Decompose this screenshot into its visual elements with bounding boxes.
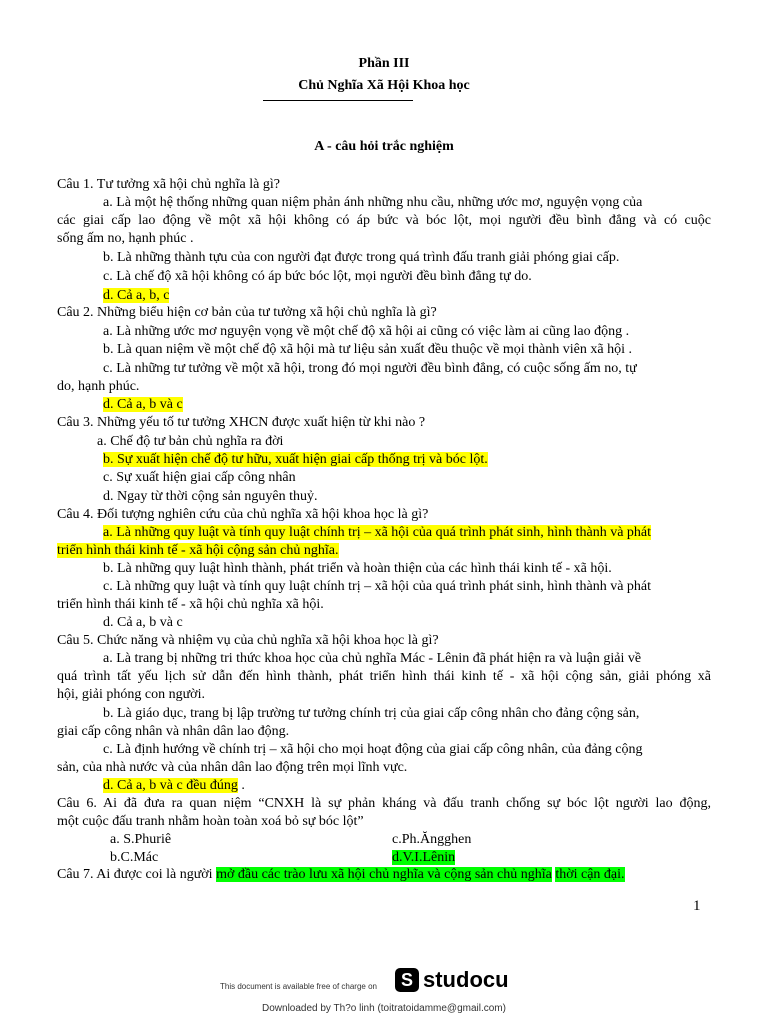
q6-option-b: b.C.Mác	[110, 850, 159, 865]
q5-option-c-line1: c. Là định hướng về chính trị – xã hội cho mọi hoạt động của giai cấp công nhân, của đảng cộng	[103, 742, 643, 757]
q6-answer-highlight: d.V.I.Lênin	[392, 850, 456, 865]
q3-option-b	[103, 451, 488, 469]
q6-option-a: a. S.Phuriê	[110, 832, 172, 847]
studocu-logo-text: studocu	[423, 967, 509, 992]
footer-downloaded-by: Downloaded by Th?o linh (toitratoidamme@gmail.com)	[262, 1003, 506, 1014]
q4-option-a-line2	[57, 542, 339, 560]
q5-option-b-line2: giai cấp công nhân và nhân dân lao động.	[57, 724, 290, 739]
page-number: 1	[693, 898, 701, 914]
q1-option-a-line1: a. Là một hệ thống những quan niệm phản ánh những nhu cầu, những ước mơ, nguyện vọng của	[103, 195, 643, 210]
q5-answer-highlight: d. Cả a, b và c đều đúng	[103, 778, 238, 793]
q5-option-d	[103, 777, 245, 795]
q7-text: Câu 7. Ai được coi là người	[57, 867, 217, 882]
q4-option-d: d. Cả a, b và c	[103, 615, 183, 630]
q2-option-d	[103, 396, 183, 414]
title-underline	[263, 100, 413, 101]
q5-option-a-line2: quá trình tất yếu lịch sử dẫn đến hình thành, phát triển hình thái kinh tế - xã hội cộng sản, giải phóng xã	[57, 669, 711, 684]
q5-option-d-tail: .	[237, 778, 245, 793]
q3-option-a: a. Chế độ tư bản chủ nghĩa ra đời	[97, 434, 284, 449]
q1-option-a-line2: các giai cấp lao động về một xã hội không có áp bức và bóc lột, mọi người đều bình đẳng và có cuộc	[57, 213, 711, 228]
question-7	[57, 866, 625, 884]
q4-option-c-line2: triển hình thái kinh tế - xã hội chủ nghĩa xã hội.	[57, 597, 324, 612]
q7-highlight-2: thời cận đại.	[555, 867, 625, 882]
question-1: Câu 1. Tư tưởng xã hội chủ nghĩa là gì?	[57, 177, 280, 192]
q2-option-a: a. Là những ước mơ nguyện vọng về một chế độ xã hội ai cũng có việc làm ai cũng lao động .	[103, 324, 630, 339]
part-title: Phần III	[358, 56, 410, 71]
subject-title: Chủ Nghĩa Xã Hội Khoa học	[298, 78, 470, 93]
q6-option-d	[392, 849, 455, 867]
q4-answer-highlight-1: a. Là những quy luật và tính quy luật chính trị – xã hội của quá trình phát sinh, hình thành và phát	[103, 525, 652, 540]
q5-option-a-line3: hội, giải phóng con người.	[57, 687, 205, 702]
question-3: Câu 3. Những yếu tố tư tưởng XHCN được xuất hiện từ khi nào ?	[57, 415, 426, 430]
q5-option-c-line2: sản, của nhà nước và của nhân dân lao động trên mọi lĩnh vực.	[57, 760, 408, 775]
q7-highlight-1: mở đầu các trào lưu xã hội chủ nghĩa và cộng sản chủ nghĩa	[216, 867, 552, 882]
footer-availability-note: This document is available free of charge on	[220, 982, 377, 991]
q4-option-a-line1	[103, 524, 651, 542]
studocu-logo[interactable]	[395, 967, 509, 993]
q4-answer-highlight-2: triển hình thái kinh tế - xã hội cộng sản chủ nghĩa.	[57, 543, 339, 558]
section-title: A - câu hỏi trắc nghiệm	[314, 139, 454, 154]
studocu-logo-icon: S	[395, 968, 419, 992]
q5-option-a-line1: a. Là trang bị những tri thức khoa học của chủ nghĩa Mác - Lênin đã phát hiện ra và luận giải về	[103, 651, 642, 666]
q1-option-d	[103, 287, 169, 305]
question-5: Câu 5. Chức năng và nhiệm vụ của chủ nghĩa xã hội khoa học là gì?	[57, 633, 439, 648]
q5-option-b-line1: b. Là giáo dục, trang bị lập trường tư tưởng chính trị của giai cấp công nhân cho đảng cộng sản,	[103, 706, 640, 721]
q3-answer-highlight: b. Sự xuất hiện chế độ tư hữu, xuất hiện giai cấp thống trị và bóc lột.	[103, 452, 488, 467]
question-4: Câu 4. Đối tượng nghiên cứu của chủ nghĩa xã hội khoa học là gì?	[57, 507, 429, 522]
question-2: Câu 2. Những biểu hiện cơ bản của tư tưởng xã hội chủ nghĩa là gì?	[57, 305, 437, 320]
q2-option-c-line1: c. Là những tư tưởng về một xã hội, trong đó mọi người đều bình đẳng, có cuộc sống ấm no, tự	[103, 361, 637, 376]
q2-option-b: b. Là quan niệm về một chế độ xã hội mà tư liệu sản xuất đều thuộc về mọi thành viên xã hội .	[103, 342, 632, 357]
q1-option-c: c. Là chế độ xã hội không có áp bức bóc lột, mọi người đều bình đẳng tự do.	[103, 269, 532, 284]
q6-option-c: c.Ph.Ăngghen	[392, 832, 472, 847]
question-6-line1: Câu 6. Ai đã đưa ra quan niệm “CNXH là sự phản kháng và đấu tranh chống sự bóc lột người lao động,	[57, 796, 711, 811]
q1-answer-highlight: d. Cả a, b, c	[103, 288, 170, 303]
q1-option-a-line3: sống ấm no, hạnh phúc .	[57, 231, 194, 246]
q3-option-c: c. Sự xuất hiện giai cấp công nhân	[103, 470, 296, 485]
q3-option-d: d. Ngay từ thời cộng sản nguyên thuỷ.	[103, 489, 318, 504]
q4-option-c-line1: c. Là những quy luật và tính quy luật chính trị – xã hội của quá trình phát sinh, hình thành và phát	[103, 579, 652, 594]
q2-answer-highlight: d. Cả a, b và c	[103, 397, 183, 412]
q1-option-b: b. Là những thành tựu của con người đạt được trong quá trình đấu tranh giải phóng giai cấp.	[103, 250, 620, 265]
q4-option-b: b. Là những quy luật hình thành, phát triển và hoàn thiện của các hình thái kinh tế - xã hội.	[103, 561, 612, 576]
question-6-line2: một cuộc đấu tranh nhằm hoàn toàn xoá bỏ sự bóc lột”	[57, 814, 364, 829]
q2-option-c-line2: do, hạnh phúc.	[57, 379, 140, 394]
